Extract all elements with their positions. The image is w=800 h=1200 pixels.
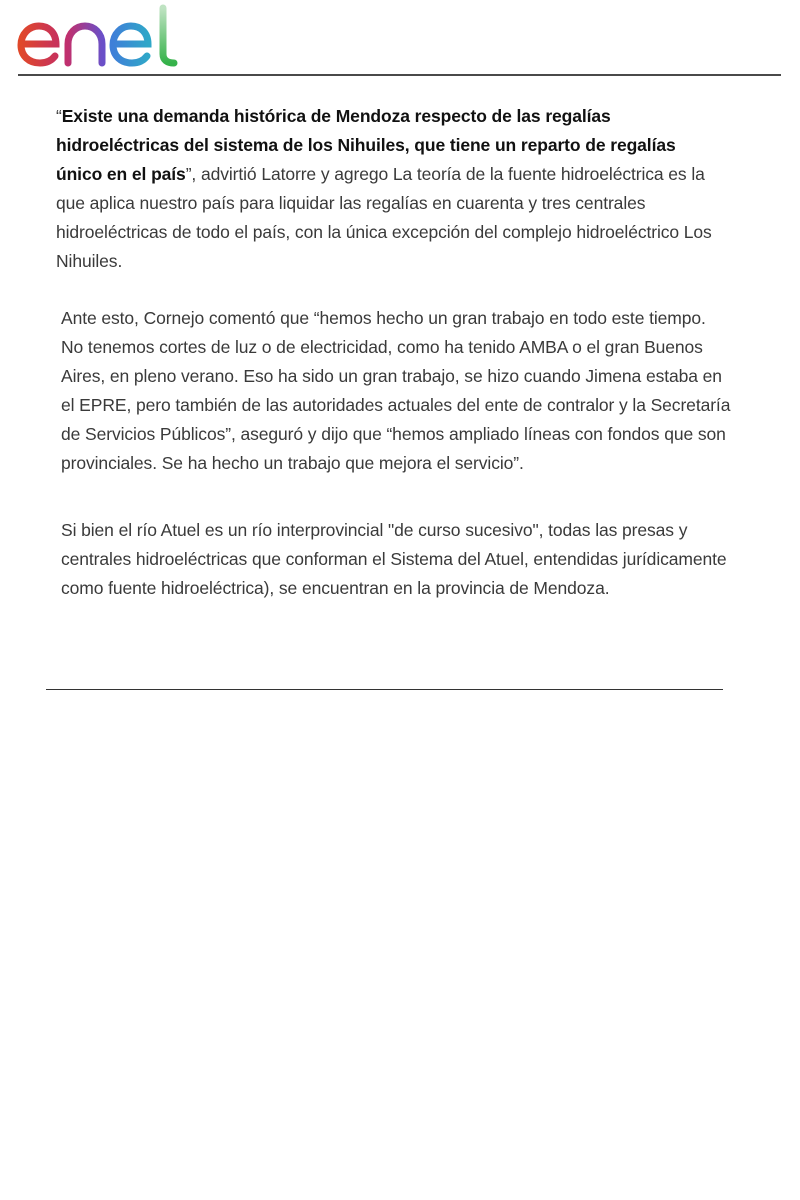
bold-quote: Existe una demanda histórica de Mendoza respecto de las regalías hidroeléctricas del sistema de los Nihuiles, que tiene un reparto de regalías único en el país — [56, 106, 676, 184]
header-divider — [18, 74, 781, 76]
enel-logo-mark — [16, 4, 182, 68]
logo-text — [182, 4, 183, 5]
paragraph-quote-rest: ”, advirtió Latorre y agrego La teoría de la fuente hidroeléctrica es la que aplica nuestro país para liquidar las regalías en cuarenta y tres centrales hidroeléctricas de todo el país, con la única excepción del complejo hidroeléctrico Los Nihuiles. — [56, 164, 712, 271]
paragraph-cornejo: Ante esto, Cornejo comentó que “hemos hecho un gran trabajo en todo este tiempo. No tenemos cortes de luz o de electricidad, como ha tenido AMBA o el gran Buenos Aires, en pleno verano. Eso ha sido un gran trabajo, se hizo cuando Jimena estaba en el EPRE, pero también de las autoridades actuales del ente de contralor y la Secretaría de Servicios Públicos”, aseguró y dijo que “hemos ampliado líneas con fondos que son provinciales. Se ha hecho un trabajo que mejora el servicio”. — [61, 308, 731, 473]
article-end-divider — [46, 689, 723, 690]
enel-logo[interactable] — [16, 4, 182, 68]
paragraph-quote — [56, 102, 726, 276]
paragraph-atuel: Si bien el río Atuel es un río interprovincial "de curso sucesivo", todas las presas y centrales hidroeléctricas que conforman el Sistema del Atuel, entendidas jurídicamente como fuente hidroeléctrica), se encuentran en la provincia de Mendoza. — [61, 520, 727, 598]
open-quote: “ — [56, 106, 62, 126]
